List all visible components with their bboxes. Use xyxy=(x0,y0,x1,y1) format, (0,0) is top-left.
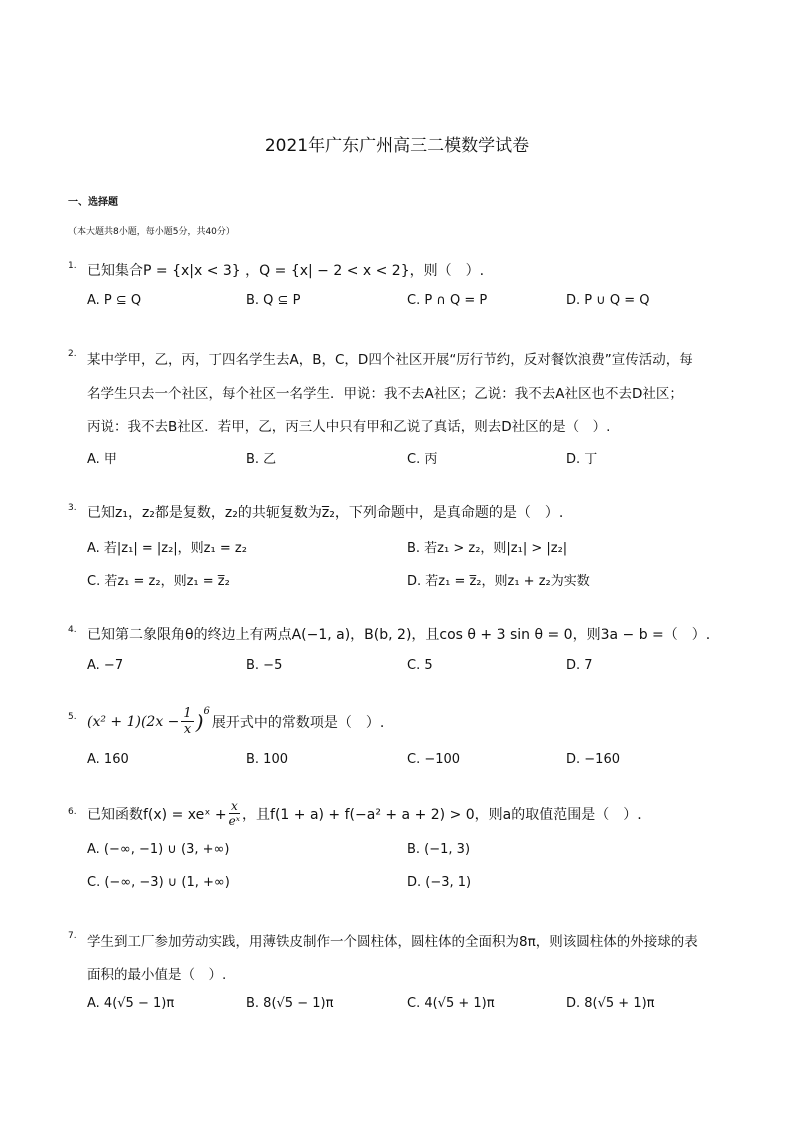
option-c: C. 4(√5 + 1)π xyxy=(407,996,495,1011)
option-c: C. (−∞, −3) ∪ (1, +∞) xyxy=(87,875,230,890)
question-stem xyxy=(87,799,642,828)
expression-part: 已知函数f(x) = xeˣ + xyxy=(87,806,227,823)
option-b: B. 乙 xyxy=(246,452,277,467)
question-stem: 已知第二象限角θ的终边上有两点A(−1, a)，B(b, 2)，且cos θ + 3 sin θ = 0，则3a − b =（ ）. xyxy=(87,627,711,643)
option-b: B. −5 xyxy=(246,658,283,673)
option-d: D. P ∪ Q = Q xyxy=(566,293,650,308)
option-a: A. P ⊆ Q xyxy=(87,293,142,308)
option-a: A. −7 xyxy=(87,658,124,673)
expression-part: ) xyxy=(195,709,204,734)
question-number: 2. xyxy=(68,349,77,359)
question-stem-line: 名学生只去一个社区，每个社区一名学生．甲说：我不去A社区；乙说：我不去A社区也不去D社区； xyxy=(87,386,683,402)
fraction-denominator: x xyxy=(183,722,192,737)
question-number: 3. xyxy=(68,503,77,513)
question-number: 7. xyxy=(68,931,77,941)
option-a: A. 甲 xyxy=(87,452,117,467)
option-a: A. 若|z₁| = |z₂|，则z₁ = z₂ xyxy=(87,541,247,556)
exponent: 6 xyxy=(203,706,210,717)
option-d: D. 丁 xyxy=(566,452,598,467)
question-stem-line: 丙说：我不去B社区．若甲，乙，丙三人中只有甲和乙说了真话，则去D社区的是（ ）. xyxy=(87,419,611,435)
option-d: D. 8(√5 + 1)π xyxy=(566,996,655,1011)
option-b: B. 100 xyxy=(246,752,288,767)
fraction-denominator: eˣ xyxy=(228,814,241,828)
option-a: A. 4(√5 − 1)π xyxy=(87,996,175,1011)
question-stem-line: 学生到工厂参加劳动实践，用薄铁皮制作一个圆柱体，圆柱体的全面积为8π，则该圆柱体的外接球的表 xyxy=(87,934,698,950)
question-text: 展开式中的常数项是（ ）. xyxy=(211,714,385,731)
page-title: 2021年广东广州高三二模数学试卷 xyxy=(264,136,530,156)
option-b: B. Q ⊆ P xyxy=(246,293,301,308)
fraction xyxy=(181,706,193,737)
question-stem-line: 某中学甲，乙，丙，丁四名学生去A，B，C，D四个社区开展“厉行节约，反对餐饮浪费”宣传活动，每 xyxy=(87,352,693,368)
option-a: A. (−∞, −1) ∪ (3, +∞) xyxy=(87,842,230,857)
option-c: C. P ∩ Q = P xyxy=(407,293,488,308)
question-text: ，且f(1 + a) + f(−a² + a + 2) > 0，则a的取值范围是（ ）. xyxy=(242,806,642,823)
option-d: D. (−3, 1) xyxy=(407,875,472,890)
question-number: 6. xyxy=(68,807,77,817)
option-c: C. 5 xyxy=(407,658,433,673)
question-stem: 已知z₁，z₂都是复数，z₂的共轭复数为z̅₂，下列命题中，是真命题的是（ ）. xyxy=(87,505,564,521)
question-number: 1. xyxy=(68,261,77,271)
question-number: 4. xyxy=(68,625,77,635)
question-stem: 已知集合P = {x|x < 3} ，Q = {x| − 2 < x < 2}，则（ ）. xyxy=(87,263,485,279)
question-number: 5. xyxy=(68,712,77,722)
section-heading: 一、选择题 xyxy=(68,197,118,208)
fraction xyxy=(229,799,240,828)
option-d: D. −160 xyxy=(566,752,620,767)
option-c: C. 若z₁ = z₂，则z₁ = z̅₂ xyxy=(87,574,230,589)
option-b: B. 若z₁ > z₂，则|z₁| > |z₂| xyxy=(407,541,568,556)
option-d: D. 若z₁ = z̅₂，则z₁ + z₂为实数 xyxy=(407,574,590,589)
section-note: （本大题共8小题，每小题5分，共40分） xyxy=(68,227,235,237)
fraction-numerator: x xyxy=(230,799,238,813)
option-b: B. 8(√5 − 1)π xyxy=(246,996,334,1011)
question-stem xyxy=(87,706,384,737)
option-a: A. 160 xyxy=(87,752,129,767)
option-d: D. 7 xyxy=(566,658,593,673)
fraction-numerator: 1 xyxy=(183,706,192,721)
expression-part: (x² + 1)(2x − xyxy=(87,713,180,730)
option-b: B. (−1, 3) xyxy=(407,842,471,857)
option-c: C. 丙 xyxy=(407,452,438,467)
option-c: C. −100 xyxy=(407,752,461,767)
question-stem-line: 面积的最小值是（ ）. xyxy=(87,967,227,983)
